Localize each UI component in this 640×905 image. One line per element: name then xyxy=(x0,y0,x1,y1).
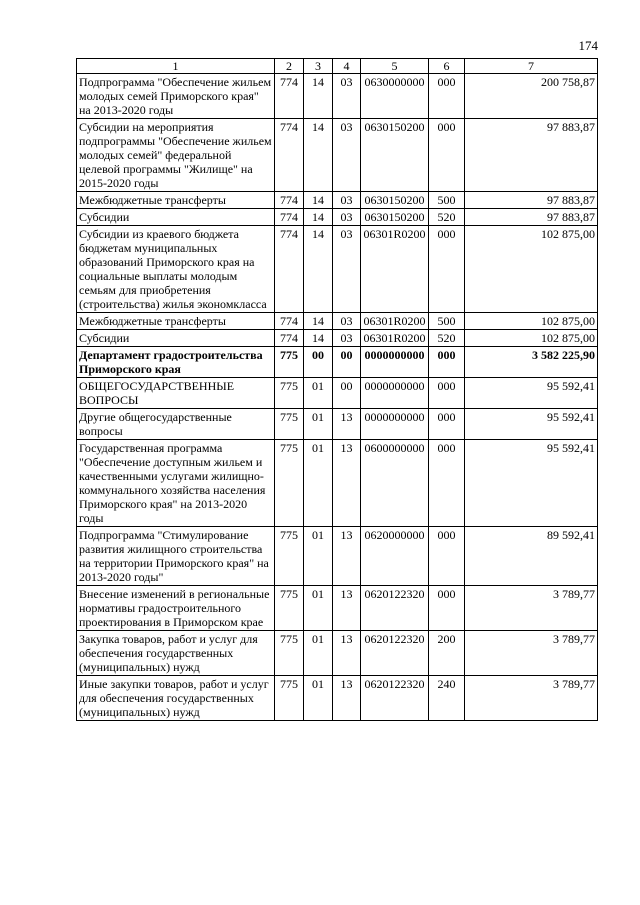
target-article-cell: 06301R0200 xyxy=(361,313,429,330)
amount-cell: 3 582 225,90 xyxy=(465,347,598,378)
table-row xyxy=(77,209,598,226)
row-name-cell: Департамент градостроительства Приморского края xyxy=(77,347,275,378)
amount-cell: 3 789,77 xyxy=(465,676,598,721)
ministry-code-cell: 775 xyxy=(275,676,304,721)
section-code-cell: 00 xyxy=(304,347,333,378)
row-name-cell: ОБЩЕГОСУДАРСТВЕННЫЕ ВОПРОСЫ xyxy=(77,378,275,409)
row-name-cell: Государственная программа "Обеспечение доступным жильем и качественными услугами жилищно-коммунального хозяйства населения Приморского края" на 2013-2020 годы xyxy=(77,440,275,527)
table-row xyxy=(77,676,598,721)
table-row xyxy=(77,409,598,440)
target-article-cell: 0600000000 xyxy=(361,440,429,527)
target-article-cell: 0620122320 xyxy=(361,586,429,631)
col-header: 1 xyxy=(77,59,275,74)
target-article-cell: 0630150200 xyxy=(361,119,429,192)
section-code-cell: 01 xyxy=(304,527,333,586)
amount-cell: 97 883,87 xyxy=(465,192,598,209)
col-header: 4 xyxy=(333,59,361,74)
target-article-cell: 06301R0200 xyxy=(361,330,429,347)
row-name-cell: Иные закупки товаров, работ и услуг для обеспечения государственных (муниципальных) нужд xyxy=(77,676,275,721)
ministry-code-cell: 775 xyxy=(275,631,304,676)
ministry-code-cell: 774 xyxy=(275,119,304,192)
subsection-code-cell: 13 xyxy=(333,631,361,676)
section-code-cell: 14 xyxy=(304,74,333,119)
expense-type-cell: 200 xyxy=(429,631,465,676)
subsection-code-cell: 13 xyxy=(333,440,361,527)
subsection-code-cell: 03 xyxy=(333,330,361,347)
row-name-cell: Другие общегосударственные вопросы xyxy=(77,409,275,440)
subsection-code-cell: 00 xyxy=(333,378,361,409)
section-code-cell: 01 xyxy=(304,440,333,527)
table-row xyxy=(77,378,598,409)
amount-cell: 95 592,41 xyxy=(465,378,598,409)
section-code-cell: 14 xyxy=(304,313,333,330)
amount-cell: 95 592,41 xyxy=(465,409,598,440)
ministry-code-cell: 774 xyxy=(275,226,304,313)
row-name-cell: Субсидии xyxy=(77,330,275,347)
ministry-code-cell: 774 xyxy=(275,313,304,330)
target-article-cell: 0630150200 xyxy=(361,192,429,209)
subsection-code-cell: 00 xyxy=(333,347,361,378)
target-article-cell: 0620000000 xyxy=(361,527,429,586)
section-code-cell: 01 xyxy=(304,409,333,440)
col-header: 6 xyxy=(429,59,465,74)
table-row xyxy=(77,192,598,209)
amount-cell: 3 789,77 xyxy=(465,586,598,631)
row-name-cell: Субсидии xyxy=(77,209,275,226)
col-header: 3 xyxy=(304,59,333,74)
subsection-code-cell: 03 xyxy=(333,192,361,209)
ministry-code-cell: 774 xyxy=(275,192,304,209)
ministry-code-cell: 775 xyxy=(275,378,304,409)
table-row xyxy=(77,440,598,527)
amount-cell: 200 758,87 xyxy=(465,74,598,119)
expense-type-cell: 000 xyxy=(429,119,465,192)
table-row xyxy=(77,631,598,676)
budget-table xyxy=(76,58,598,721)
section-code-cell: 14 xyxy=(304,192,333,209)
col-header: 5 xyxy=(361,59,429,74)
ministry-code-cell: 774 xyxy=(275,330,304,347)
target-article-cell: 0630000000 xyxy=(361,74,429,119)
subsection-code-cell: 13 xyxy=(333,586,361,631)
subsection-code-cell: 03 xyxy=(333,226,361,313)
target-article-cell: 0630150200 xyxy=(361,209,429,226)
ministry-code-cell: 775 xyxy=(275,347,304,378)
table-row xyxy=(77,119,598,192)
amount-cell: 89 592,41 xyxy=(465,527,598,586)
expense-type-cell: 520 xyxy=(429,330,465,347)
row-name-cell: Закупка товаров, работ и услуг для обеспечения государственных (муниципальных) нужд xyxy=(77,631,275,676)
expense-type-cell: 000 xyxy=(429,378,465,409)
subsection-code-cell: 03 xyxy=(333,209,361,226)
target-article-cell: 0620122320 xyxy=(361,676,429,721)
expense-type-cell: 000 xyxy=(429,527,465,586)
amount-cell: 97 883,87 xyxy=(465,209,598,226)
amount-cell: 102 875,00 xyxy=(465,330,598,347)
section-code-cell: 01 xyxy=(304,378,333,409)
expense-type-cell: 000 xyxy=(429,409,465,440)
subsection-code-cell: 03 xyxy=(333,119,361,192)
subsection-code-cell: 13 xyxy=(333,676,361,721)
target-article-cell: 0620122320 xyxy=(361,631,429,676)
amount-cell: 102 875,00 xyxy=(465,313,598,330)
ministry-code-cell: 774 xyxy=(275,74,304,119)
amount-cell: 97 883,87 xyxy=(465,119,598,192)
page-number: 174 xyxy=(578,38,598,53)
subsection-code-cell: 13 xyxy=(333,409,361,440)
col-header: 7 xyxy=(465,59,598,74)
row-name-cell: Межбюджетные трансферты xyxy=(77,313,275,330)
target-article-cell: 0000000000 xyxy=(361,378,429,409)
expense-type-cell: 500 xyxy=(429,192,465,209)
table-row xyxy=(77,313,598,330)
amount-cell: 102 875,00 xyxy=(465,226,598,313)
table-row xyxy=(77,527,598,586)
section-code-cell: 01 xyxy=(304,586,333,631)
expense-type-cell: 000 xyxy=(429,226,465,313)
expense-type-cell: 000 xyxy=(429,586,465,631)
row-name-cell: Субсидии из краевого бюджета бюджетам муниципальных образований Приморского края на социальные выплаты молодым семьям для приобретения (строительства) жилья экономкласса xyxy=(77,226,275,313)
ministry-code-cell: 775 xyxy=(275,527,304,586)
expense-type-cell: 240 xyxy=(429,676,465,721)
amount-cell: 95 592,41 xyxy=(465,440,598,527)
row-name-cell: Межбюджетные трансферты xyxy=(77,192,275,209)
section-code-cell: 14 xyxy=(304,119,333,192)
target-article-cell: 0000000000 xyxy=(361,409,429,440)
expense-type-cell: 000 xyxy=(429,347,465,378)
target-article-cell: 06301R0200 xyxy=(361,226,429,313)
ministry-code-cell: 775 xyxy=(275,440,304,527)
expense-type-cell: 000 xyxy=(429,74,465,119)
ministry-code-cell: 775 xyxy=(275,586,304,631)
expense-type-cell: 500 xyxy=(429,313,465,330)
table-row xyxy=(77,74,598,119)
target-article-cell: 0000000000 xyxy=(361,347,429,378)
table-header-row xyxy=(77,59,598,74)
table-row xyxy=(77,586,598,631)
section-code-cell: 14 xyxy=(304,226,333,313)
table-row xyxy=(77,330,598,347)
ministry-code-cell: 775 xyxy=(275,409,304,440)
subsection-code-cell: 13 xyxy=(333,527,361,586)
subsection-code-cell: 03 xyxy=(333,313,361,330)
table-row xyxy=(77,347,598,378)
amount-cell: 3 789,77 xyxy=(465,631,598,676)
row-name-cell: Подпрограмма "Обеспечение жильем молодых семей Приморского края" на 2013-2020 годы xyxy=(77,74,275,119)
col-header: 2 xyxy=(275,59,304,74)
section-code-cell: 14 xyxy=(304,330,333,347)
ministry-code-cell: 774 xyxy=(275,209,304,226)
row-name-cell: Подпрограмма "Стимулирование развития жилищного строительства на территории Приморского края" на 2013-2020 годы" xyxy=(77,527,275,586)
section-code-cell: 14 xyxy=(304,209,333,226)
section-code-cell: 01 xyxy=(304,631,333,676)
row-name-cell: Внесение изменений в региональные нормативы градостроительного проектирования в Приморском крае xyxy=(77,586,275,631)
subsection-code-cell: 03 xyxy=(333,74,361,119)
table-row xyxy=(77,226,598,313)
row-name-cell: Субсидии на мероприятия подпрограммы "Обеспечение жильем молодых семей" федеральной целевой программы "Жилище" на 2015-2020 годы xyxy=(77,119,275,192)
section-code-cell: 01 xyxy=(304,676,333,721)
expense-type-cell: 000 xyxy=(429,440,465,527)
expense-type-cell: 520 xyxy=(429,209,465,226)
